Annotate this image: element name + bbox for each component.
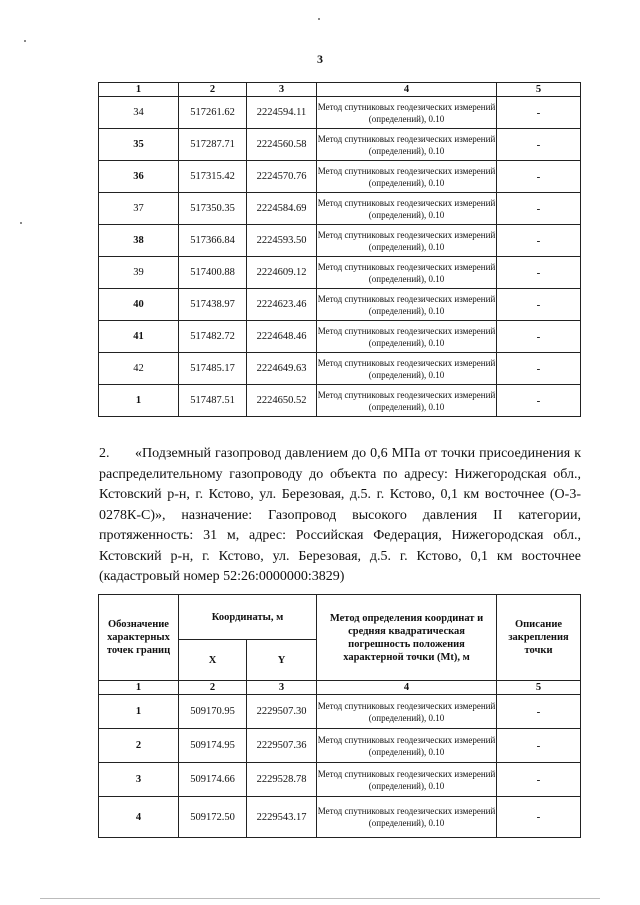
paragraph-number: 2. xyxy=(99,446,110,461)
table-row xyxy=(99,321,581,353)
column-number: 2 xyxy=(179,681,247,695)
point-cell: 37 xyxy=(99,193,179,225)
y-cell: 2224570.76 xyxy=(247,161,317,193)
column-number: 3 xyxy=(247,681,317,695)
y-cell: 2229507.30 xyxy=(247,695,317,729)
method-cell: Метод спутниковых геодезических измерений (определений), 0.10 xyxy=(317,797,497,838)
y-cell: 2224649.63 xyxy=(247,353,317,385)
table-row xyxy=(99,257,581,289)
y-cell: 2229528.78 xyxy=(247,763,317,797)
scan-dot xyxy=(20,222,22,224)
method-cell: Метод спутниковых геодезических измерений (определений), 0.10 xyxy=(317,353,497,385)
x-cell: 517487.51 xyxy=(179,385,247,417)
x-cell: 509172.50 xyxy=(179,797,247,838)
description-cell: - xyxy=(497,193,581,225)
table-row xyxy=(99,729,581,763)
method-cell: Метод спутниковых геодезических измерений (определений), 0.10 xyxy=(317,97,497,129)
header-row xyxy=(99,595,581,640)
column-number: 3 xyxy=(247,83,317,97)
method-cell: Метод спутниковых геодезических измерений (определений), 0.10 xyxy=(317,129,497,161)
table-row xyxy=(99,225,581,257)
method-header: Метод определения координат и средняя квадратическая погрешность положения характерной точки (Mt), м xyxy=(317,595,497,681)
coordinates-table xyxy=(98,594,581,838)
method-cell: Метод спутниковых геодезических измерений (определений), 0.10 xyxy=(317,321,497,353)
method-cell: Метод спутниковых геодезических измерений (определений), 0.10 xyxy=(317,225,497,257)
method-cell: Метод спутниковых геодезических измерений (определений), 0.10 xyxy=(317,257,497,289)
table-row xyxy=(99,161,581,193)
column-numbers-row xyxy=(99,83,581,97)
scan-dot xyxy=(318,18,320,20)
x-cell: 517438.97 xyxy=(179,289,247,321)
x-cell: 517400.88 xyxy=(179,257,247,289)
table-row xyxy=(99,763,581,797)
column-number: 1 xyxy=(99,681,179,695)
method-cell: Метод спутниковых геодезических измерений (определений), 0.10 xyxy=(317,289,497,321)
table-row xyxy=(99,193,581,225)
x-cell: 517287.71 xyxy=(179,129,247,161)
x-header: X xyxy=(179,640,247,681)
table-row xyxy=(99,385,581,417)
coordinates-header: Координаты, м xyxy=(179,595,317,640)
column-number: 5 xyxy=(497,681,581,695)
y-header: Y xyxy=(247,640,317,681)
point-cell: 34 xyxy=(99,97,179,129)
point-cell: 2 xyxy=(99,729,179,763)
x-cell: 509174.95 xyxy=(179,729,247,763)
section-paragraph xyxy=(99,444,581,588)
column-number: 1 xyxy=(99,83,179,97)
coordinates-table-continuation xyxy=(98,82,581,417)
description-cell: - xyxy=(497,257,581,289)
method-cell: Метод спутниковых геодезических измерений (определений), 0.10 xyxy=(317,161,497,193)
column-number: 4 xyxy=(317,681,497,695)
x-cell: 517482.72 xyxy=(179,321,247,353)
method-cell: Метод спутниковых геодезических измерений (определений), 0.10 xyxy=(317,385,497,417)
description-cell: - xyxy=(497,289,581,321)
y-cell: 2224648.46 xyxy=(247,321,317,353)
x-cell: 517261.62 xyxy=(179,97,247,129)
scan-line xyxy=(40,898,600,899)
point-cell: 1 xyxy=(99,385,179,417)
x-cell: 509174.66 xyxy=(179,763,247,797)
method-cell: Метод спутниковых геодезических измерений (определений), 0.10 xyxy=(317,695,497,729)
description-cell: - xyxy=(497,225,581,257)
point-cell: 41 xyxy=(99,321,179,353)
method-cell: Метод спутниковых геодезических измерений (определений), 0.10 xyxy=(317,729,497,763)
description-cell: - xyxy=(497,321,581,353)
description-cell: - xyxy=(497,353,581,385)
point-cell: 3 xyxy=(99,763,179,797)
y-cell: 2224650.52 xyxy=(247,385,317,417)
description-header: Описание закрепления точки xyxy=(497,595,581,681)
point-cell: 35 xyxy=(99,129,179,161)
table-row xyxy=(99,695,581,729)
y-cell: 2229543.17 xyxy=(247,797,317,838)
table-row xyxy=(99,129,581,161)
description-cell: - xyxy=(497,129,581,161)
column-number: 4 xyxy=(317,83,497,97)
description-cell: - xyxy=(497,161,581,193)
y-cell: 2224560.58 xyxy=(247,129,317,161)
description-cell: - xyxy=(497,797,581,838)
y-cell: 2224594.11 xyxy=(247,97,317,129)
points-header: Обозначение характерных точек границ xyxy=(99,595,179,681)
paragraph-text: «Подземный газопровод давлением до 0,6 МПа от точки присоединения к распределительному газопроводу до объекта по адресу: Нижегородская обл., Кстовский р-н, г. Кстово, ул. Березовая, д.5. г. Кстово, 0,1 км восточнее (О-3-0278К-С)», назначение: Газопровод высокого давления II категории, протяженность: 31 м, адрес: Российская Федерация, Нижегородская обл., Кстовский р-н, г. Кстово, ул. Березовая, д.5. г. Кстово, 0,1 км восточнее (кадастровый номер 52:26:0000000:3829) xyxy=(99,446,581,584)
column-numbers-row xyxy=(99,681,581,695)
description-cell: - xyxy=(497,97,581,129)
point-cell: 1 xyxy=(99,695,179,729)
scan-dot xyxy=(24,40,26,42)
y-cell: 2224593.50 xyxy=(247,225,317,257)
x-cell: 517366.84 xyxy=(179,225,247,257)
table-row xyxy=(99,353,581,385)
point-cell: 42 xyxy=(99,353,179,385)
point-cell: 39 xyxy=(99,257,179,289)
column-number: 2 xyxy=(179,83,247,97)
point-cell: 36 xyxy=(99,161,179,193)
x-cell: 509170.95 xyxy=(179,695,247,729)
y-cell: 2229507.36 xyxy=(247,729,317,763)
column-number: 5 xyxy=(497,83,581,97)
y-cell: 2224584.69 xyxy=(247,193,317,225)
method-cell: Метод спутниковых геодезических измерений (определений), 0.10 xyxy=(317,763,497,797)
table-row xyxy=(99,289,581,321)
description-cell: - xyxy=(497,729,581,763)
y-cell: 2224609.12 xyxy=(247,257,317,289)
table-row xyxy=(99,97,581,129)
page-number: 3 xyxy=(317,52,323,66)
description-cell: - xyxy=(497,763,581,797)
method-cell: Метод спутниковых геодезических измерений (определений), 0.10 xyxy=(317,193,497,225)
y-cell: 2224623.46 xyxy=(247,289,317,321)
x-cell: 517485.17 xyxy=(179,353,247,385)
point-cell: 40 xyxy=(99,289,179,321)
x-cell: 517315.42 xyxy=(179,161,247,193)
description-cell: - xyxy=(497,385,581,417)
description-cell: - xyxy=(497,695,581,729)
point-cell: 38 xyxy=(99,225,179,257)
table-row xyxy=(99,797,581,838)
point-cell: 4 xyxy=(99,797,179,838)
x-cell: 517350.35 xyxy=(179,193,247,225)
